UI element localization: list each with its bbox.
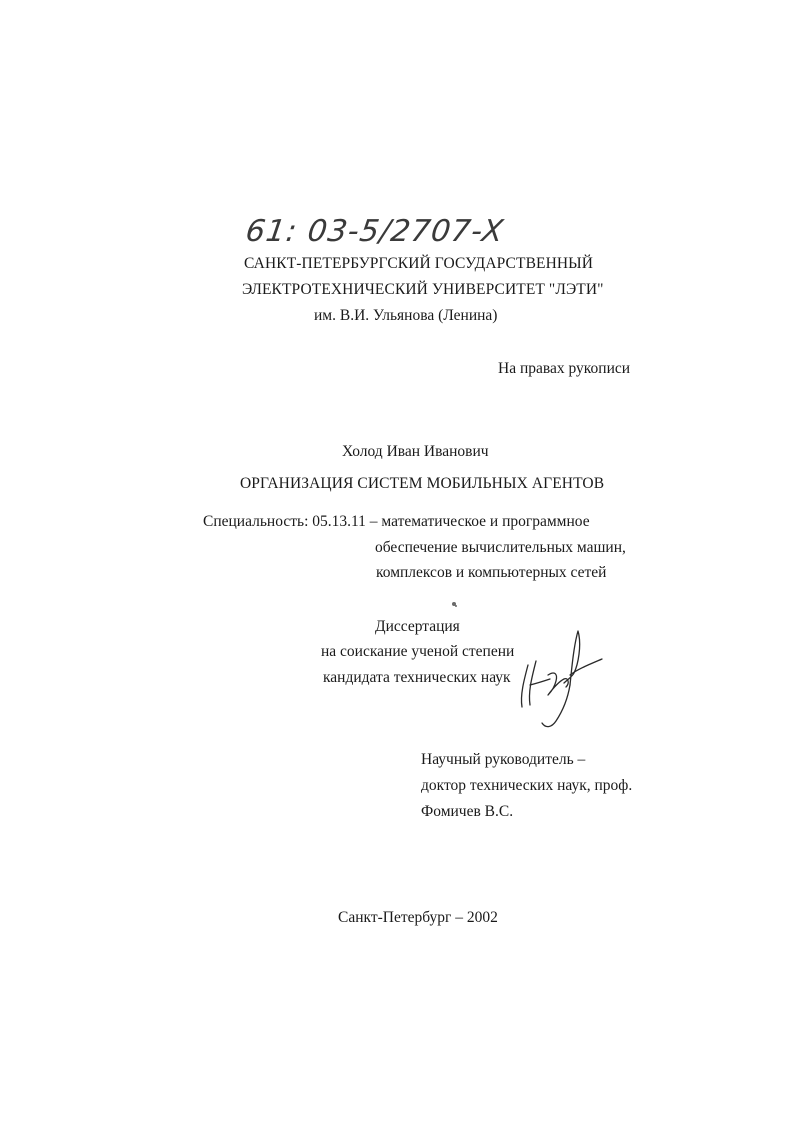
supervisor-line-2: доктор технических наук, проф. (421, 777, 633, 794)
rights-note: На правах рукописи (498, 360, 631, 377)
author-signature (498, 625, 608, 730)
signature-stroke (548, 673, 568, 695)
degree-line-2: на соискание ученой степени (321, 643, 515, 660)
signature-stroke (542, 685, 570, 727)
supervisor-line-1: Научный руководитель – (421, 751, 586, 768)
author-name: Холод Иван Иванович (342, 443, 489, 460)
institution-line-1: САНКТ-ПЕТЕРБУРГСКИЙ ГОСУДАРСТВЕННЫЙ (244, 255, 594, 272)
specialty-line-1: Специальность: 05.13.11 – математическое и программное (203, 513, 590, 530)
supervisor-line-3: Фомичев В.С. (421, 803, 514, 820)
degree-line-1: Диссертация (375, 618, 460, 635)
institution-line-3: им. В.И. Ульянова (Ленина) (314, 307, 498, 324)
specialty-line-2: обеспечение вычислительных машин, (375, 539, 626, 556)
institution-line-2: ЭЛЕКТРОТЕХНИЧЕСКИЙ УНИВЕРСИТЕТ "ЛЭТИ" (242, 281, 604, 298)
signature-stroke (530, 679, 550, 685)
signature-stroke (521, 665, 528, 707)
archive-handwritten-number: 61: 03-5/2707-X (243, 214, 507, 249)
signature-stroke (570, 659, 602, 675)
dissertation-title: ОРГАНИЗАЦИЯ СИСТЕМ МОБИЛЬНЫХ АГЕНТОВ (240, 475, 605, 492)
degree-line-3: кандидата технических наук (323, 669, 511, 686)
specialty-line-3: комплексов и компьютерных сетей (376, 564, 607, 581)
place-and-year: Санкт-Петербург – 2002 (338, 909, 498, 926)
signature-stroke (564, 631, 580, 685)
scan-speck (455, 605, 457, 607)
